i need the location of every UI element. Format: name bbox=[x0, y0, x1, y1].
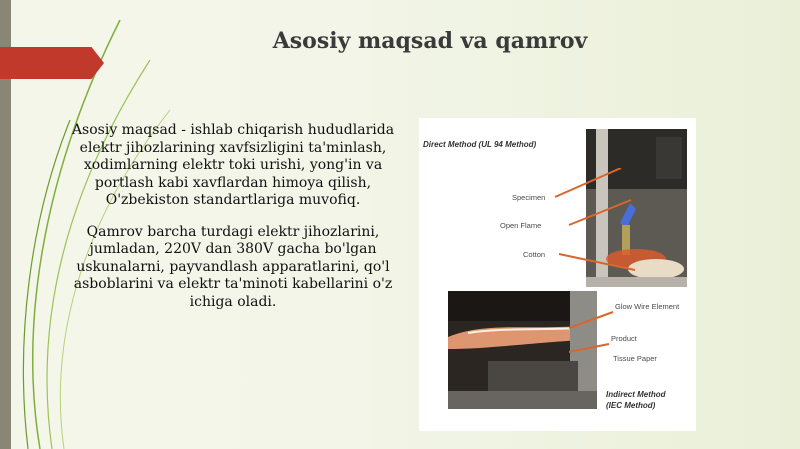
indirect-method-heading-line1: Indirect Method bbox=[606, 390, 666, 399]
paragraph-purpose: Asosiy maqsad - ishlab chiqarish hududlarida elektr jihozlarining xavfsizligini ta'minlash, xodimlarning elektr toki urishi, yong'in va portlash kabi xavflardan himoya qilish, O'zbekiston standartlariga muvofiq. bbox=[71, 122, 395, 208]
label-tissue-paper: Tissue Paper bbox=[613, 354, 657, 363]
label-open-flame: Open Flame bbox=[500, 221, 542, 230]
label-specimen: Specimen bbox=[512, 193, 546, 202]
slide-title: Asosiy maqsad va qamrov bbox=[272, 28, 588, 54]
paragraph-scope: Qamrov barcha turdagi elektr jihozlarini, jumladan, 220V dan 380V gacha bo'lgan uskunalarni, payvandlash apparatlarini, qo'l asboblarini va elektr ta'minoti kabellarini o'z ichiga oladi. bbox=[73, 223, 393, 310]
label-glow-wire-element: Glow Wire Element bbox=[615, 302, 680, 311]
direct-method-heading: Direct Method (UL 94 Method) bbox=[423, 140, 537, 149]
slide-body bbox=[62, 122, 404, 325]
label-product: Product bbox=[611, 334, 637, 343]
indirect-method-heading-line2: (IEC Method) bbox=[606, 401, 656, 410]
direct-leader-lines bbox=[539, 168, 649, 278]
label-cotton: Cotton bbox=[523, 250, 546, 259]
title-accent-arrow bbox=[0, 47, 104, 79]
flame-test-figure bbox=[419, 118, 696, 431]
